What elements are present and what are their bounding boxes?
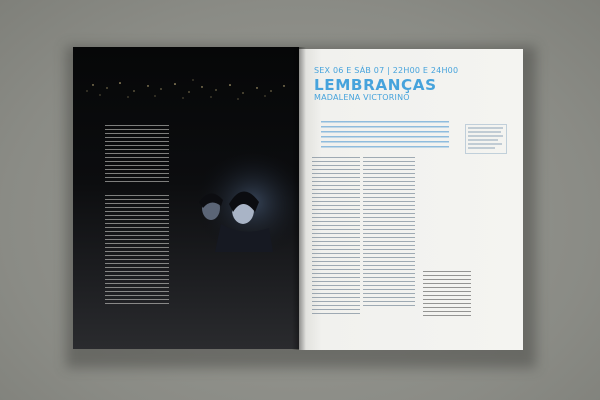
left-text-block-1 — [105, 125, 169, 185]
left-text-block-2 — [105, 195, 169, 305]
city-lights — [73, 47, 299, 107]
credit-note-box — [465, 124, 507, 154]
photo-faces — [183, 142, 299, 252]
intro-paragraph — [321, 121, 449, 151]
event-author: MADALENA VICTORINO — [314, 93, 410, 102]
event-title: LEMBRANÇAS — [314, 76, 437, 94]
left-page — [73, 47, 299, 349]
body-column-1 — [312, 157, 360, 317]
body-column-2 — [363, 157, 415, 307]
spine-gutter — [292, 47, 306, 350]
event-header — [314, 66, 458, 102]
credits-list — [423, 271, 471, 319]
event-dates: SEX 06 E SÁB 07 | 22H00 E 24H00 — [314, 66, 459, 75]
